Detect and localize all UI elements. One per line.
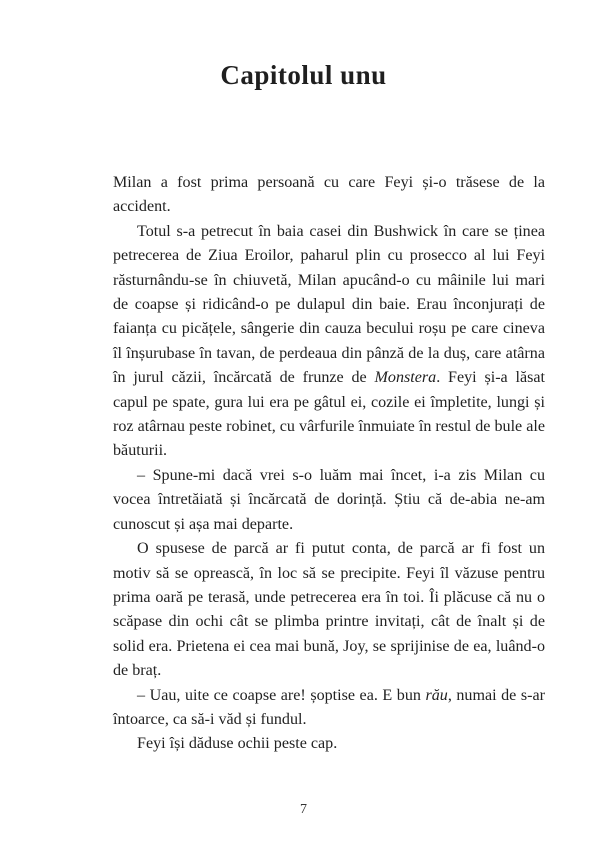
paragraph-5-text-start: – Uau, uite ce coapse are! șoptise ea. E bun [137, 686, 426, 704]
paragraph-2-italic-word: Monstera [374, 369, 437, 387]
paragraph-2-text-start: Totul s-a petrecut în baia casei din Bushwick în care se ținea petrecerea de Ziua Eroilor, paharul plin cu prosecco al lui Feyi răsturnându-se în chiuvetă, Milan apucând-o cu mâinile lui mari de coapse și ridicând-o pe dulapul din baie. Erau înconjurați de faianța cu picățele, sângerie din cauza becului roșu pe care cineva îl înșurubase în tavan, de perdeaua din pânză de la duș, care atârna în jurul căzii, încărcată de frunze de [113, 222, 545, 387]
paragraph-1: Milan a fost prima persoană cu care Feyi și-o trăsese de la accident. [113, 174, 545, 216]
paragraph-6: Feyi își dăduse ochii peste cap. [137, 735, 338, 753]
paragraph-5-italic-word: rău [425, 686, 448, 704]
paragraph-3-dialogue: – Spune-mi dacă vrei s-o luăm mai încet, i-a zis Milan cu vocea întretăiată și încărcată de dorință. Știu că de-abia ne-am cunoscut și așa mai departe. [113, 466, 545, 533]
chapter-title: Capitolul unu [220, 60, 387, 90]
paragraph-2 [113, 220, 545, 464]
page-number: 7 [300, 802, 307, 817]
chapter-body [113, 171, 545, 757]
paragraph-5-dialogue [113, 684, 545, 733]
paragraph-4: O spusese de parcă ar fi putut conta, de parcă ar fi fost un motiv să se oprească, în loc să se precipite. Feyi îl văzuse pentru prima oară pe terasă, unde petrecerea era în toi. Îi plăcuse că nu o scăpase din ochi cât se plimba printre invitați, cât de înalt și de solid era. Prietena ei cea mai bună, Joy, se sprijinise de ea, luând-o de braț. [113, 540, 545, 680]
paragraph-2-text-end: . Feyi și-a lăsat capul pe spate, gura lui era pe gâtul ei, cozile ei împletite, lungi și roz atârnau peste robinet, cu vârfurile înmuiate în restul de bule ale băuturii. [113, 369, 545, 460]
paragraph-5-text-end: , numai de s-ar întoarce, ca să-i văd și fundul. [113, 686, 545, 728]
